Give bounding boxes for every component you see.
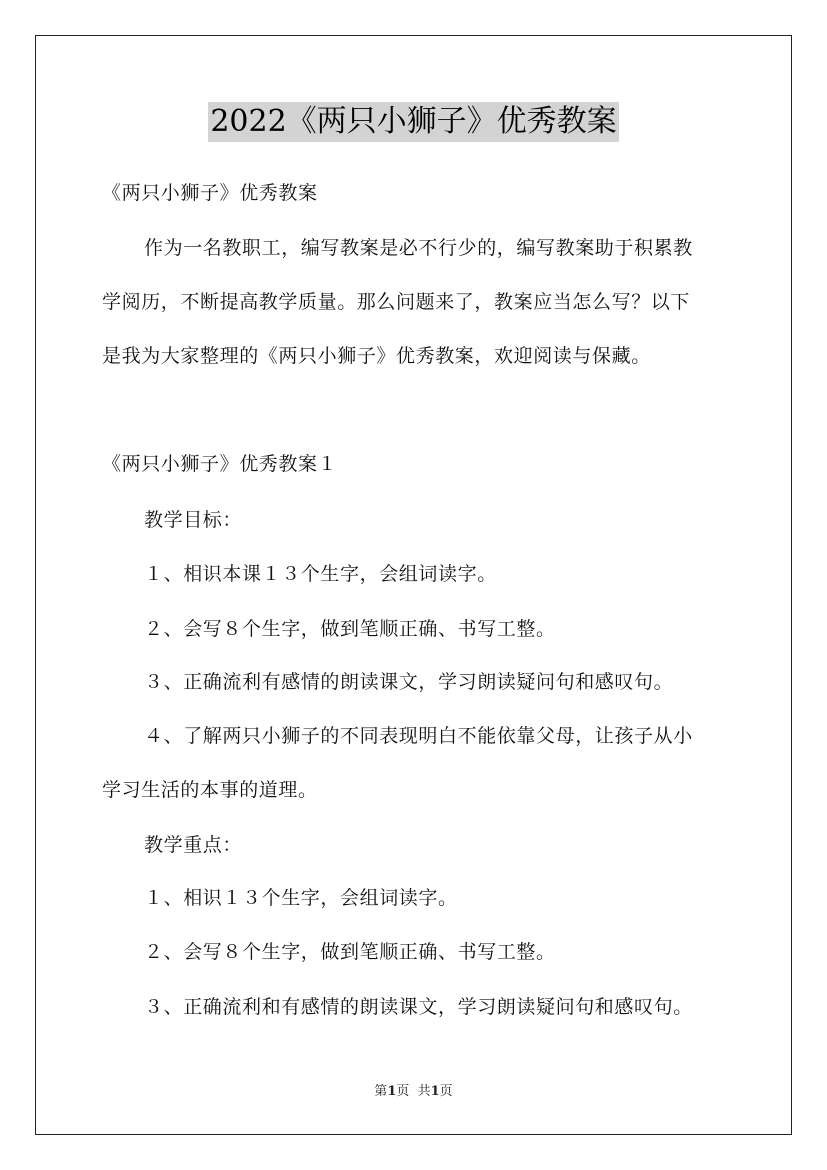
footer-mid: 页 共: [396, 1084, 431, 1099]
paragraph-line: 学阅历，不断提高教学质量。那么问题来了，教案应当怎么写？以下: [102, 291, 691, 313]
footer-prefix: 第: [374, 1084, 388, 1099]
list-item: ３、正确流利有感情的朗读课文，学习朗读疑问句和感叹句。: [144, 671, 674, 693]
list-item: ４、了解两只小狮子的不同表现明白不能依靠父母，让孩子从小: [144, 725, 693, 747]
paragraph-line: 学习生活的本事的道理。: [102, 779, 318, 801]
list-item: １、相识本课１３个生字，会组词读字。: [144, 563, 497, 585]
paragraph-line: 作为一名教职工，编写教案是必不行少的，编写教案助于积累教: [144, 237, 693, 259]
title-block: [0, 102, 827, 142]
footer-page-total: 1: [430, 1084, 440, 1099]
document-title: 2022《两只小狮子》优秀教案: [208, 102, 618, 142]
paragraph-line: 教学目标：: [144, 509, 243, 531]
page-footer: [0, 1083, 827, 1101]
subtitle-line: 《两只小狮子》优秀教案: [102, 182, 318, 204]
paragraph-line: 是我为大家整理的《两只小狮子》优秀教案，欢迎阅读与保藏。: [102, 345, 651, 367]
paragraph-line: 教学重点：: [144, 834, 243, 856]
footer-suffix: 页: [439, 1084, 453, 1099]
list-item: ２、会写８个生字，做到笔顺正确、书写工整。: [144, 618, 556, 640]
list-item: ３、正确流利和有感情的朗读课文，学习朗读疑问句和感叹句。: [144, 996, 693, 1018]
footer-page-number: 1: [387, 1084, 397, 1099]
list-item: １、相识１３个生字，会组词读字。: [144, 887, 458, 909]
section-heading: 《两只小狮子》优秀教案１: [102, 453, 338, 475]
list-item: ２、会写８个生字，做到笔顺正确、书写工整。: [144, 941, 556, 963]
